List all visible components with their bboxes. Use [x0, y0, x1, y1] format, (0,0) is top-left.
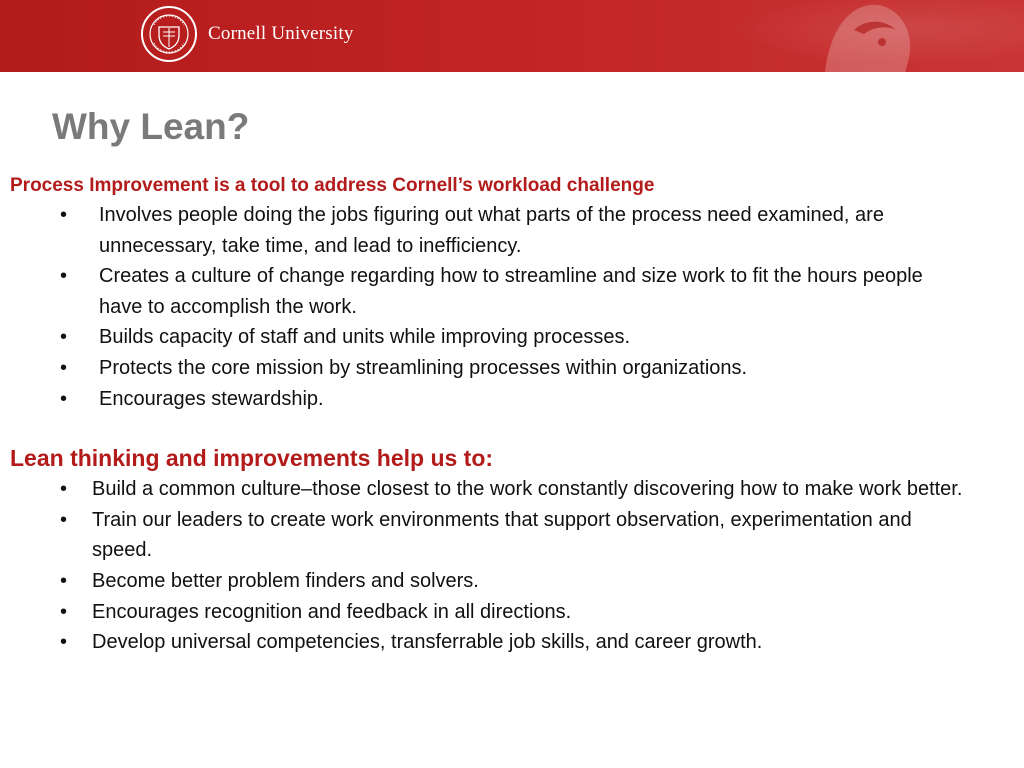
list-item-text: Train our leaders to create work environments that support observation, experimentation and speed.	[92, 508, 912, 562]
slide-title: Why Lean?	[52, 106, 250, 147]
bullet-marker: •	[60, 265, 68, 288]
section-heading: Process Improvement is a tool to address Cornell’s workload challenge	[10, 175, 655, 196]
list-item	[10, 474, 977, 505]
list-item-text: Encourages stewardship.	[99, 387, 324, 410]
list-item-text: Builds capacity of staff and units while improving processes.	[99, 326, 631, 349]
bullet-marker: •	[60, 204, 68, 226]
bullet-marker: •	[60, 356, 68, 379]
list-item-text: Build a common culture–those closest to the work constantly discovering how to make work better.	[92, 478, 963, 501]
cornell-seal-logo	[140, 5, 198, 63]
bullet-marker: •	[60, 387, 68, 410]
list-item-text: Become better problem finders and solvers.	[92, 569, 479, 592]
section-heading: Lean thinking and improvements help us to:	[10, 445, 494, 472]
bullet-marker: •	[60, 631, 68, 654]
list-item	[10, 566, 977, 597]
bullet-marker: •	[60, 326, 68, 349]
university-wordmark: Cornell University	[208, 23, 354, 44]
list-item	[10, 505, 977, 566]
bullet-marker: •	[60, 508, 68, 531]
section-spacer	[10, 414, 1010, 442]
list-item	[10, 384, 969, 415]
list-item-text: Encourages recognition and feedback in all directions.	[92, 600, 572, 623]
list-item	[10, 200, 969, 261]
bullet-marker: •	[60, 600, 68, 623]
list-item-text: Develop universal competencies, transferrable job skills, and career growth.	[92, 631, 763, 654]
list-item	[10, 322, 969, 353]
list-item-text: Involves people doing the jobs figuring out what parts of the process need examined, are unnecessary, take time, and lead to inefficiency.	[99, 204, 884, 257]
list-item	[10, 597, 977, 628]
list-item	[10, 261, 969, 322]
list-item-text: Protects the core mission by streamlining processes within organizations.	[99, 356, 748, 379]
list-item	[10, 353, 969, 384]
bullet-marker: •	[60, 478, 68, 501]
list-item	[10, 627, 977, 658]
bullet-marker: •	[60, 569, 68, 592]
list-item-text: Creates a culture of change regarding how to streamline and size work to fit the hours people have to accomplish the work.	[99, 265, 923, 318]
bullet-list	[10, 200, 1010, 414]
slide-content	[10, 172, 1010, 658]
bullet-list	[10, 474, 1010, 658]
statue-relief-image	[784, 0, 944, 72]
header-banner	[0, 0, 1024, 72]
